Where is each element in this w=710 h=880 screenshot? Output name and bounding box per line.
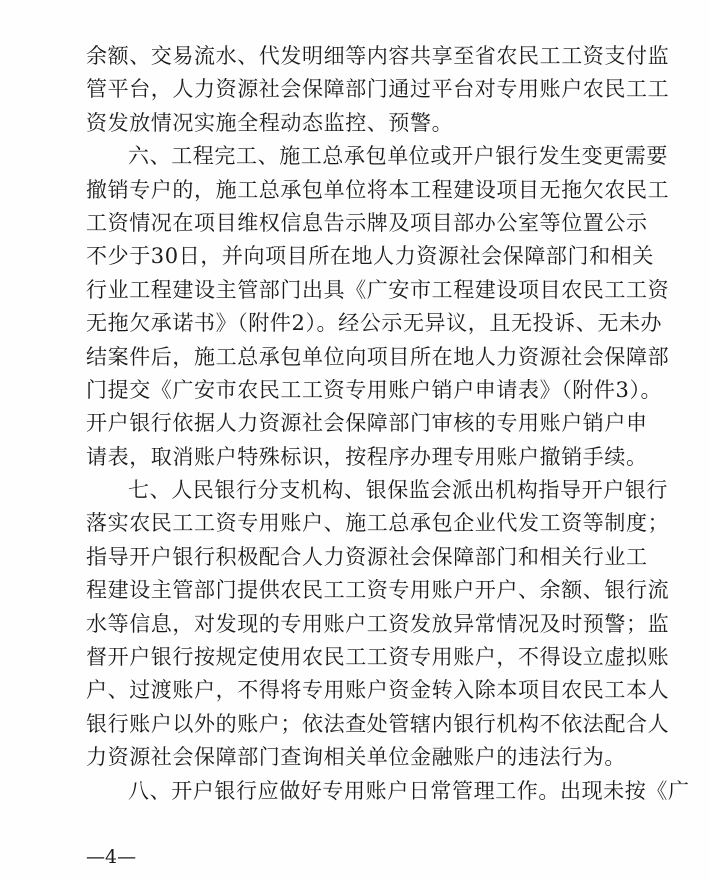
text-line: 工资情况在项目维权信息告示牌及项目部办公室等位置公示 [86, 210, 648, 235]
text-line: 余额、交易流水、代发明细等内容共享至省农民工工资支付监 [86, 44, 670, 68]
text-line: 请表，取消账户特殊标识，按程序办理专用账户撤销手续。 [86, 444, 648, 469]
text-line: 督开户银行按规定使用农民工工资专用账户，不得设立虚拟账 [86, 645, 670, 670]
text-line: 指导开户银行积极配合人力资源社会保障部门和相关行业工 [86, 544, 648, 569]
text-line: 结案件后，施工总承包单位向项目所在地人力资源社会保障部 [86, 344, 670, 369]
paragraph-six-start: 六、工程完工、施工总承包单位或开户银行发生变更需要 [128, 144, 668, 169]
text-line: 行业工程建设主管部门出具《广安市工程建设项目农民工工资 [86, 277, 670, 302]
text-line: 力资源社会保障部门查询相关单位金融账户的违法行为。 [86, 745, 626, 770]
text-line: 不少于30日，并向项目所在地人力资源社会保障部门和相关 [86, 244, 654, 269]
text-line: 户、过渡账户，不得将专用账户资金转入除本项目农民工本人 [86, 678, 670, 703]
body-text [86, 40, 690, 808]
text-line: 无拖欠承诺书》（附件2）。经公示无异议，且无投诉、无未办 [86, 311, 663, 336]
text-line: 管平台，人力资源社会保障部门通过平台对专用账户农民工工 [86, 77, 670, 102]
paragraph-seven-start: 七、人民银行分支机构、银保监会派出机构指导开户银行 [128, 478, 668, 503]
text-line: 水等信息，对发现的专用账户工资发放异常情况及时预警；监 [86, 611, 670, 636]
text-line: 开户银行依据人力资源社会保障部门审核的专用账户销户申 [86, 411, 648, 436]
text-line: 落实农民工工资专用账户、施工总承包企业代发工资等制度； [86, 511, 670, 536]
text-line: 门提交《广安市农民工工资专用账户销户申请表》（附件3）。 [86, 377, 663, 402]
text-line: 银行账户以外的账户；依法查处管辖内银行机构不依法配合人 [86, 711, 670, 736]
paragraph-eight-start: 八、开户银行应做好专用账户日常管理工作。出现未按《广 [128, 778, 690, 803]
page-number: —4— [86, 846, 137, 868]
text-line: 撤销专户的，施工总承包单位将本工程建设项目无拖欠农民工 [86, 177, 670, 202]
text-line: 资发放情况实施全程动态监控、预警。 [86, 110, 454, 135]
text-line: 程建设主管部门提供农民工工资专用账户开户、余额、银行流 [86, 578, 670, 603]
